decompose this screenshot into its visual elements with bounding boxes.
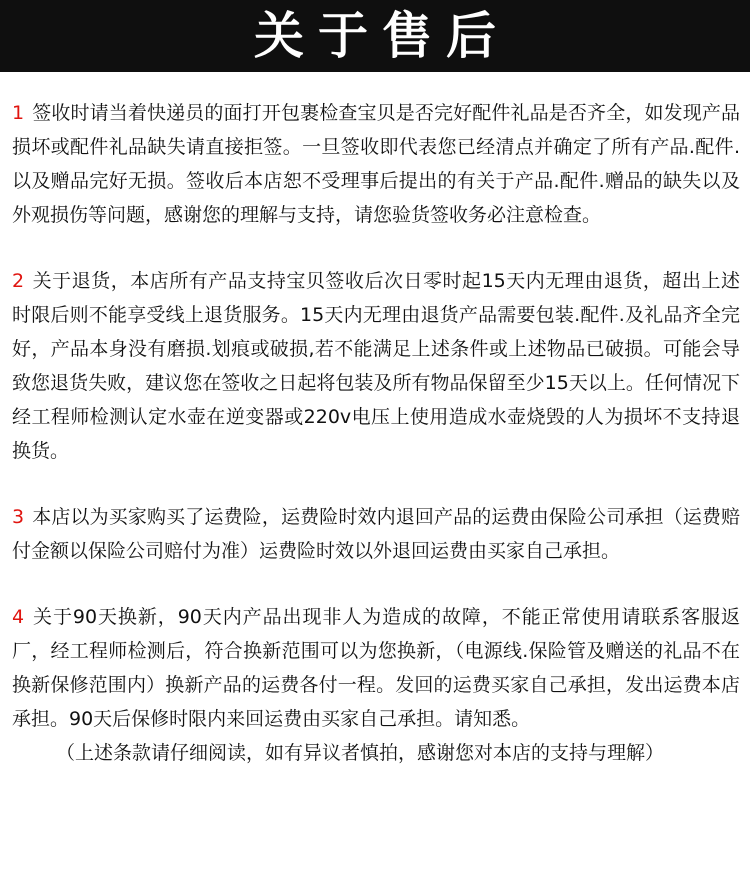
term-text: 关于90天换新，90天内产品出现非人为造成的故障，不能正常使用请联系客服返厂，经工程师检测后，符合换新范围可以为您换新，（电源线.保险管及赠送的礼品不在换新保修范围内）换新产品的运费各付一程。发回的运费买家自己承担，发出运费本店承担。90天后保修时限内来回运费由买家自己承担。请知悉。 — [12, 606, 740, 730]
term-paragraph-4 — [12, 600, 740, 736]
term-paragraph-2 — [12, 264, 740, 468]
term-text: 本店以为买家购买了运费险，运费险时效内退回产品的运费由保险公司承担（运费赔付金额以保险公司赔付为准）运费险时效以外退回运费由买家自己承担。 — [12, 506, 740, 562]
term-number: 4 — [12, 606, 25, 628]
term-paragraph-1 — [12, 96, 740, 232]
term-text: 关于退货，本店所有产品支持宝贝签收后次日零时起15天内无理由退货，超出上述时限后则不能享受线上退货服务。15天内无理由退货产品需要包装.配件.及礼品齐全完好，产品本身没有磨损.划痕或破损,若不能满足上述条件或上述物品已破损。可能会导致您退货失败，建议您在签收之日起将包装及所有物品保留至少15天以上。任何情况下经工程师检测认定水壶在逆变器或220v电压上使用造成水壶烧毁的人为损坏不支持退换货。 — [12, 270, 740, 462]
term-number: 3 — [12, 506, 25, 528]
term-text: 签收时请当着快递员的面打开包裹检查宝贝是否完好配件礼品是否齐全，如发现产品损坏或配件礼品缺失请直接拒签。一旦签收即代表您已经清点并确定了所有产品.配件.以及赠品完好无损。签收后本店恕不受理事后提出的有关于产品.配件.赠品的缺失以及外观损伤等问题，感谢您的理解与支持，请您验货签收务必注意检查。 — [12, 102, 740, 226]
term-paragraph-3 — [12, 500, 740, 568]
term-number: 1 — [12, 102, 25, 124]
term-number: 2 — [12, 270, 25, 292]
after-sales-terms — [12, 96, 740, 770]
page-title: 关于售后 — [254, 7, 510, 65]
header-banner — [0, 0, 750, 72]
closing-note: （上述条款请仔细阅读，如有异议者慎拍，感谢您对本店的支持与理解） — [56, 742, 665, 764]
